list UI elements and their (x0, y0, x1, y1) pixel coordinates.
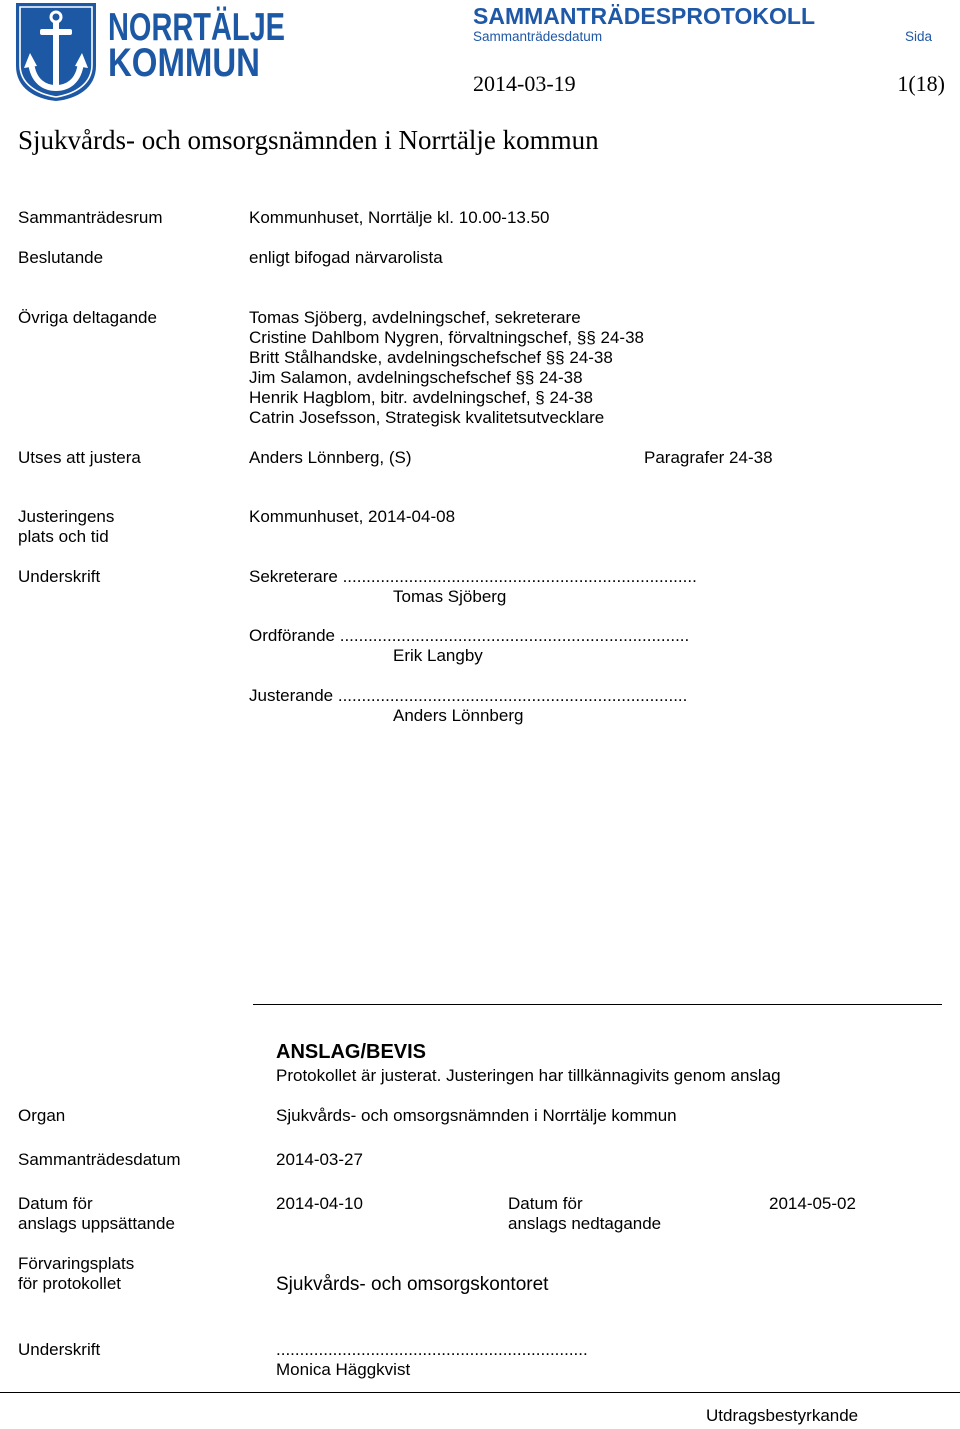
anchor-shield-icon (16, 3, 96, 101)
certification-label: Utdragsbestyrkande (706, 1406, 859, 1425)
municipality-logo (0, 0, 300, 106)
label-line: plats och tid (18, 527, 109, 546)
label-line: anslags uppsättande (18, 1214, 175, 1233)
paragraphs-value: Paragrafer 24-38 (644, 448, 773, 467)
organ-value: Sjukvårds- och omsorgsnämnden i Norrtälje kommun (276, 1106, 677, 1125)
label-line: Justeringens (18, 507, 115, 526)
signature-dots: .......................................................................... (337, 686, 688, 705)
label-line: Datum för (18, 1194, 93, 1213)
list-item: Britt Stålhandske, avdelningschefschef §§ 24-38 (249, 348, 613, 367)
signature-role: Justerande (249, 686, 334, 705)
signature-name: Monica Häggkvist (276, 1360, 411, 1379)
signature-line-adjuster (249, 686, 687, 706)
deciders-label: Beslutande (18, 248, 104, 267)
signature-dots: .................................................................. (276, 1340, 588, 1359)
adjust-place-value: Kommunhuset, 2014-04-08 (249, 507, 456, 526)
signature-role: Sekreterare (249, 567, 338, 586)
list-item: Cristine Dahlbom Nygren, förvaltningschef, §§ 24-38 (249, 328, 644, 347)
label-line: Datum för (508, 1194, 583, 1213)
list-item: Jim Salamon, avdelningschefschef §§ 24-38 (249, 368, 583, 387)
notice-signature-label: Underskrift (18, 1340, 101, 1359)
deciders-value: enligt bifogad närvarolista (249, 248, 443, 267)
posted-date: 2014-04-10 (276, 1194, 363, 1213)
signature-name: Erik Langby (393, 646, 483, 665)
page-label: Sida (905, 29, 933, 44)
label-line: Förvaringsplats (18, 1254, 135, 1273)
meeting-date: 2014-03-19 (473, 71, 576, 96)
notice-date-label: Sammanträdesdatum (18, 1150, 181, 1169)
footer-divider (0, 1392, 960, 1393)
room-label: Sammanträdesrum (18, 208, 163, 227)
logo-line-2: KOMMUN (108, 41, 260, 85)
organ-label: Organ (18, 1106, 66, 1125)
notice-text: Protokollet är justerat. Justeringen har tillkännagivits genom anslag (276, 1066, 781, 1085)
others-list (249, 308, 644, 428)
signature-dots: .......................................................................... (339, 626, 690, 645)
notice-heading: ANSLAG/BEVIS (276, 1041, 427, 1063)
notice-divider (253, 1004, 942, 1005)
signature-role: Ordförande (249, 626, 335, 645)
storage-label (18, 1254, 134, 1294)
signature-line-secretary (249, 567, 697, 587)
adjust-place-label (18, 507, 114, 547)
notice-date-value: 2014-03-27 (276, 1150, 363, 1169)
page-title: Sjukvårds- och omsorgsnämnden i Norrtälje kommun (18, 125, 599, 155)
adjuster-value: Anders Lönnberg, (S) (249, 448, 412, 467)
signature-line-chair (249, 626, 689, 646)
storage-value: Sjukvårds- och omsorgskontoret (276, 1274, 549, 1295)
signature-dots: ........................................................................... (342, 567, 697, 586)
removed-label (508, 1194, 661, 1234)
list-item: Catrin Josefsson, Strategisk kvalitetsutvecklare (249, 408, 605, 427)
others-label: Övriga deltagande (18, 308, 157, 327)
document-type: SAMMANTRÄDESPROTOKOLL (473, 3, 816, 29)
posted-label (18, 1194, 175, 1234)
label-line: anslags nedtagande (508, 1214, 662, 1233)
signature-name: Anders Lönnberg (393, 706, 524, 725)
list-item: Henrik Hagblom, bitr. avdelningschef, § 24-38 (249, 388, 593, 407)
removed-date: 2014-05-02 (769, 1194, 856, 1213)
adjuster-label: Utses att justera (18, 448, 141, 467)
date-label: Sammanträdesdatum (473, 29, 603, 44)
room-value: Kommunhuset, Norrtälje kl. 10.00-13.50 (249, 208, 550, 227)
page-number: 1(18) (897, 71, 945, 96)
list-item: Tomas Sjöberg, avdelningschef, sekreterare (249, 308, 581, 327)
signature-label: Underskrift (18, 567, 101, 586)
signature-name: Tomas Sjöberg (393, 587, 507, 606)
logo-line-1: NORRTÄLJE (108, 6, 285, 49)
label-line: för protokollet (18, 1274, 121, 1293)
